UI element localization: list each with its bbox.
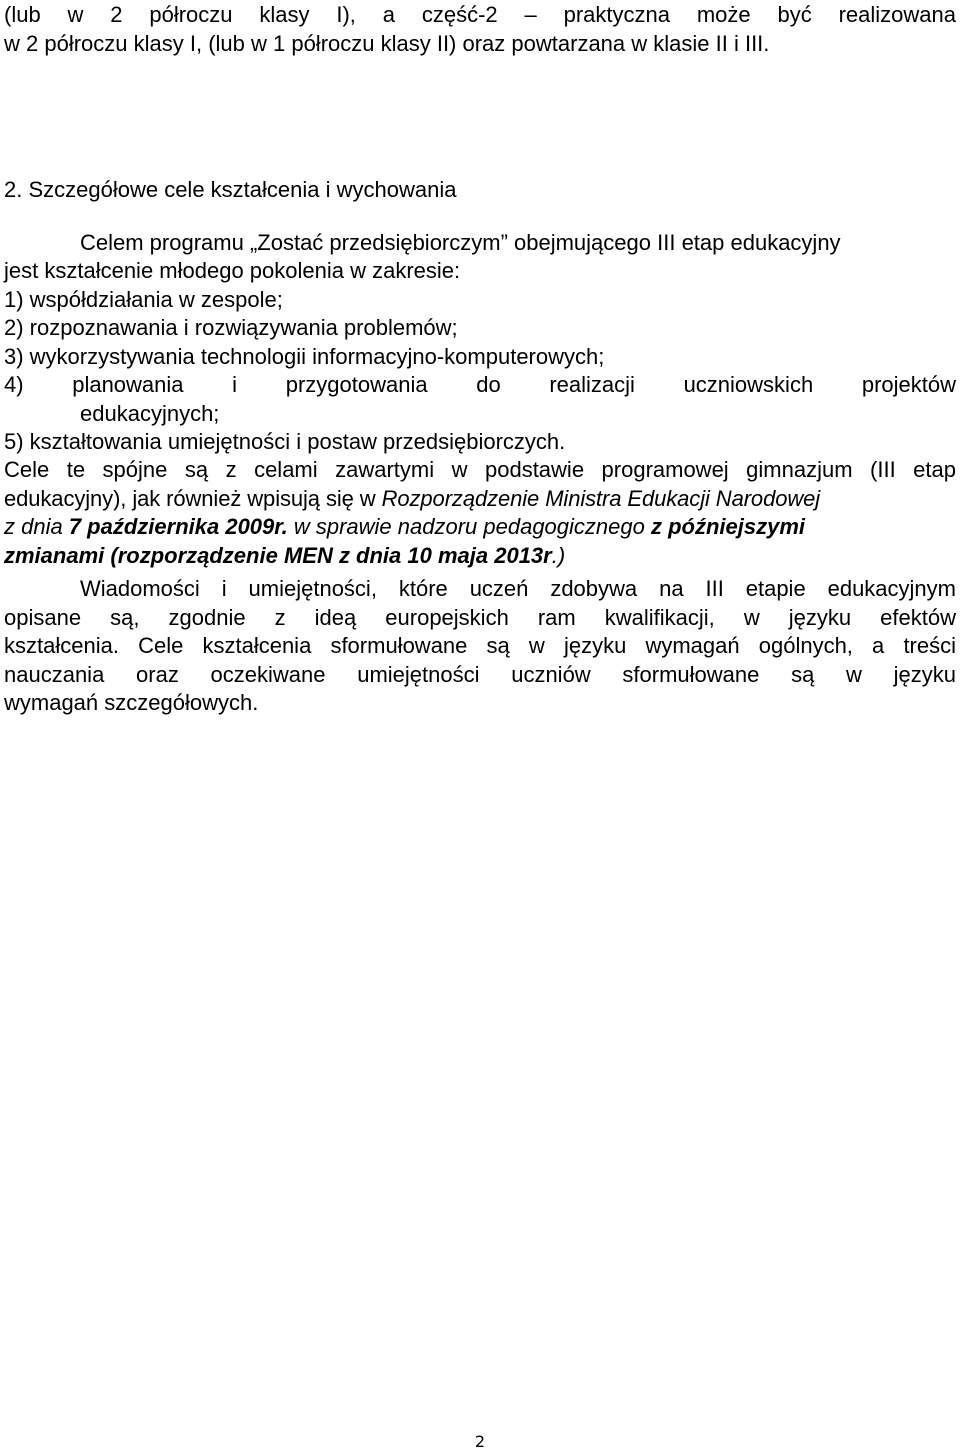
list-item-3: 3) wykorzystywania technologii informacyjno-komputerowych; <box>4 344 605 369</box>
intro-line-1: (lub w 2 półroczu klasy I), a część-2 – praktyczna może być realizowana <box>4 2 956 27</box>
list-item-1: 1) współdziałania w zespole; <box>4 287 283 312</box>
para2-line-1: Cele te spójne są z celami zawartymi w podstawie programowej gimnazjum (III etap <box>4 457 956 482</box>
page-number: 2 <box>474 1432 486 1451</box>
para3-line-2: opisane są, zgodnie z ideą europejskich ram kwalifikacji, w języku efektów <box>4 605 956 630</box>
para3-line-4: nauczania oraz oczekiwane umiejętności uczniów sformułowane są w języku <box>4 662 956 687</box>
para3-line-1: Wiadomości i umiejętności, które uczeń zdobywa na III etapie edukacyjnym <box>80 576 956 601</box>
list-item-4: 4) planowania i przygotowania do realizacji uczniowskich projektów <box>4 372 956 397</box>
para3-line-5: wymagań szczegółowych. <box>4 690 259 715</box>
intro-line-2: w 2 półroczu klasy I, (lub w 1 półroczu klasy II) oraz powtarzana w klasie II i III. <box>4 31 770 56</box>
regulation-date: 7 października 2009r. <box>68 514 288 539</box>
para2-line-3 <box>4 512 956 541</box>
para2-line-4-b: .) <box>551 543 566 568</box>
para2-line-2 <box>4 484 956 513</box>
regulation-title: Rozporządzenie Ministra Edukacji Narodowej <box>381 486 821 511</box>
para2-line-3-d: z późniejszymi <box>650 514 806 539</box>
para2-line-3-c: w sprawie nadzoru pedagogicznego <box>287 514 651 539</box>
para2-line-3-a: z dnia <box>4 514 69 539</box>
list-item-5: 5) kształtowania umiejętności i postaw przedsiębiorczych. <box>4 429 566 454</box>
para1-line-1: Celem programu „Zostać przedsiębiorczym” obejmującego III etap edukacyjny <box>80 230 841 255</box>
section-heading: 2. Szczegółowe cele kształcenia i wychowania <box>4 177 457 202</box>
para2-line-4 <box>4 541 956 570</box>
amendment-text: zmianami (rozporządzenie MEN z dnia 10 maja 2013r <box>4 543 552 568</box>
para2-line-2-text: edukacyjny), jak również wpisują się w <box>4 486 382 511</box>
list-item-4-cont: edukacyjnych; <box>80 401 220 426</box>
list-item-2: 2) rozpoznawania i rozwiązywania problemów; <box>4 315 458 340</box>
para3-line-3: kształcenia. Cele kształcenia sformułowane są w języku wymagań ogólnych, a treści <box>4 633 956 658</box>
para1-line-2: jest kształcenie młodego pokolenia w zakresie: <box>4 258 461 283</box>
